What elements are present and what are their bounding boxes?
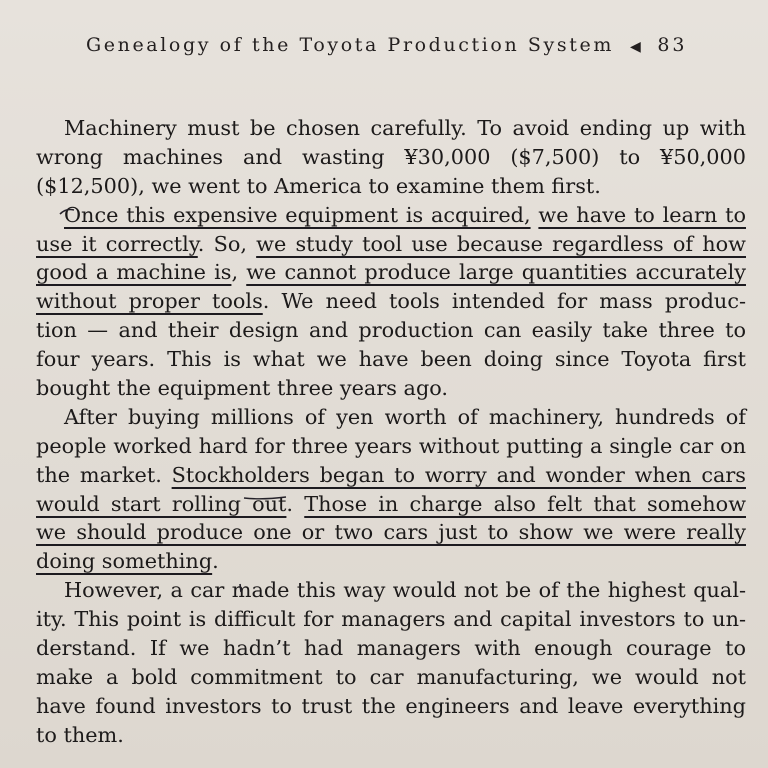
text-line — [36, 201, 746, 230]
text-span: After buying millions of yen worth of machinery, hundreds of — [64, 404, 746, 429]
underlined-phrase: we cannot produce large quantities accurately — [246, 260, 746, 285]
text-line — [36, 576, 746, 605]
underlined-phrase: without proper tools — [36, 289, 263, 314]
text-span: ity. This point is difficult for managers and capital investors to un- — [36, 607, 746, 632]
triangle-left-icon: ◀ — [629, 39, 644, 55]
text-line — [36, 230, 746, 259]
text-span: , — [231, 260, 247, 285]
text-line — [36, 258, 746, 287]
text-line — [36, 490, 746, 519]
text-span: have found investors to trust the engineers and leave everything — [36, 693, 746, 718]
underlined-phrase: we have to learn to — [538, 202, 746, 227]
text-span: four years. This is what we have been doing since Toyota first — [36, 347, 746, 372]
text-span: to them. — [36, 722, 124, 747]
text-line — [36, 316, 746, 345]
chapter-title: Genealogy of the Toyota Production System — [86, 34, 614, 56]
text-span: people worked hard for three years without putting a single car on — [36, 433, 746, 458]
underlined-phrase: Stockholders began to worry and wonder when cars — [171, 462, 746, 487]
text-span: make a bold commitment to car manufacturing, we would not — [36, 664, 746, 689]
text-line — [36, 547, 746, 576]
text-span: . — [212, 549, 219, 574]
text-line — [36, 432, 746, 461]
text-line — [36, 172, 746, 201]
underlined-phrase: good a machine is — [36, 260, 232, 285]
text-line — [36, 692, 746, 721]
underlined-phrase: use it correctly — [36, 231, 198, 256]
text-span: bought the equipment three years ago. — [36, 376, 449, 401]
text-span: tion — and their design and production can easily take three to — [36, 318, 746, 343]
underlined-phrase: we study tool use because regardless of how — [256, 231, 746, 256]
text-span: . — [286, 491, 305, 516]
underlined-phrase: doing something — [36, 549, 213, 574]
page-number: 83 — [657, 34, 688, 56]
underlined-phrase: we should produce one or two cars just to show we were really — [36, 520, 746, 545]
text-line — [36, 663, 746, 692]
text-line — [36, 345, 746, 374]
underlined-phrase: Once this expensive equipment is acquired, — [64, 202, 531, 227]
running-head — [86, 34, 748, 56]
text-line — [36, 605, 746, 634]
text-line — [36, 518, 746, 547]
text-line — [36, 143, 746, 172]
underlined-phrase: Those in charge also felt that somehow — [304, 491, 746, 516]
text-span: However, a car made this way would not be of the highest qual- — [64, 578, 746, 603]
text-span: the market. — [36, 462, 172, 487]
text-line — [36, 403, 746, 432]
text-line — [36, 114, 746, 143]
text-span: . We need tools intended for mass produc- — [262, 289, 746, 314]
text-span: ($12,500), we went to America to examine them first. — [36, 173, 601, 198]
text-line — [36, 287, 746, 316]
text-span: derstand. If we hadn’t had managers with enough courage to — [36, 636, 746, 661]
text-line — [36, 374, 746, 403]
text-line — [36, 721, 746, 750]
text-span: . So, — [197, 231, 257, 256]
text-span: wrong machines and wasting ¥30,000 ($7,500) to ¥50,000 — [36, 144, 746, 169]
body-text — [36, 114, 746, 750]
text-line — [36, 461, 746, 490]
underlined-phrase: would start rolling out — [36, 491, 287, 516]
text-span: Machinery must be chosen carefully. To avoid ending up with — [64, 116, 746, 140]
text-line — [36, 634, 746, 663]
